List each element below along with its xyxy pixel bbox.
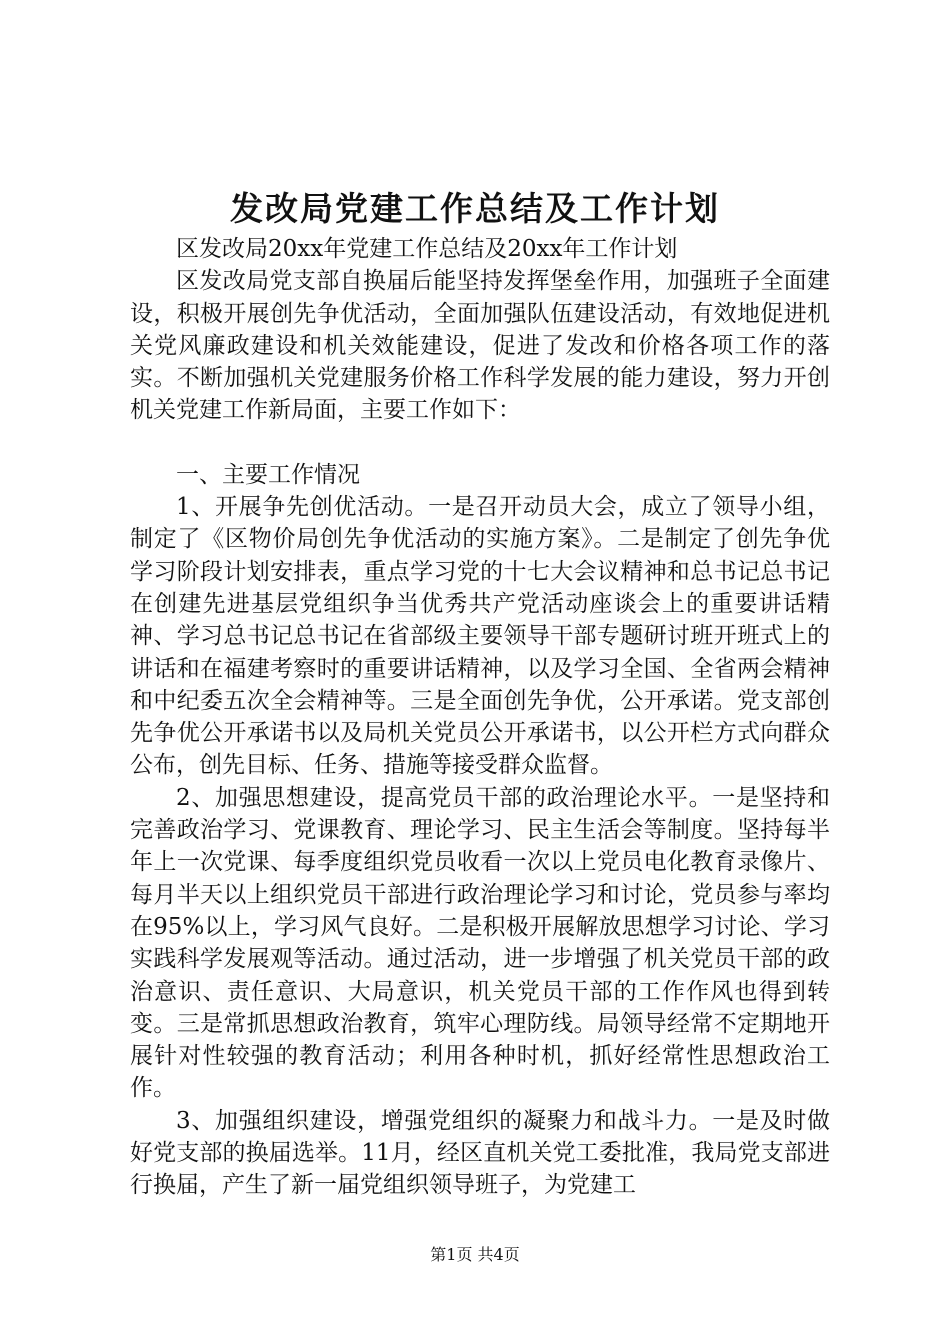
section-heading: 一、主要工作情况 (176, 461, 360, 488)
subtitle-line: 区发改局20xx年党建工作总结及20xx年工作计划 (176, 236, 678, 262)
document-title: 发改局党建工作总结及工作计划 (230, 189, 720, 228)
page-footer: 第1页 共4页 (430, 1245, 520, 1264)
body-paragraph-1: 1、开展争先创优活动。一是召开动员大会，成立了领导小组，制定了《区物价局创先争优活动的实施方案》。二是制定了创先争优学习阶段计划安排表，重点学习党的十七大会议精神和总书记总书记在创建先进基层党组织争当优秀共产党活动座谈会上的重要讲话精神、学习总书记总书记在省部级主要领导干部专题研讨班开班式上的讲话和在福建考察时的重要讲话精神，以及学习全国、全省两会精神和中纪委五次全会精神等。三是全面创先争优，公开承诺。党支部创先争优公开承诺书以及局机关党员公开承诺书，以公开栏方式向群众公布，创先目标、任务、措施等接受群众监督。 (130, 494, 830, 779)
document-body (130, 233, 830, 1202)
body-paragraph-2: 2、加强思想建设，提高党员干部的政治理论水平。一是坚持和完善政治学习、党课教育、理论学习、民主生活会等制度。坚持每半年上一次党课、每季度组织党员收看一次以上党员电化教育录像片、每月半天以上组织党员干部进行政治理论学习和讨论，党员参与率均在95%以上，学习风气良好。二是积极开展解放思想学习讨论、学习实践科学发展观等活动。通过活动，进一步增强了机关党员干部的政治意识、责任意识、大局意识，机关党员干部的工作作风也得到转变。三是常抓思想政治教育，筑牢心理防线。局领导经常不定期地开展针对性较强的教育活动；利用各种时机，抓好经常性思想政治工作。 (130, 784, 830, 1102)
intro-paragraph: 区发改局党支部自换届后能坚持发挥堡垒作用，加强班子全面建设，积极开展创先争优活动，全面加强队伍建设活动，有效地促进机关党风廉政建设和机关效能建设，促进了发改和价格各项工作的落实。不断加强机关党建服务价格工作科学发展的能力建设，努力开创机关党建工作新局面，主要工作如下： (130, 268, 830, 424)
body-paragraph-3: 3、加强组织建设，增强党组织的凝聚力和战斗力。一是及时做好党支部的换届选举。11月，经区直机关党工委批准，我局党支部进行换届，产生了新一届党组织领导班子，为党建工 (130, 1107, 830, 1199)
